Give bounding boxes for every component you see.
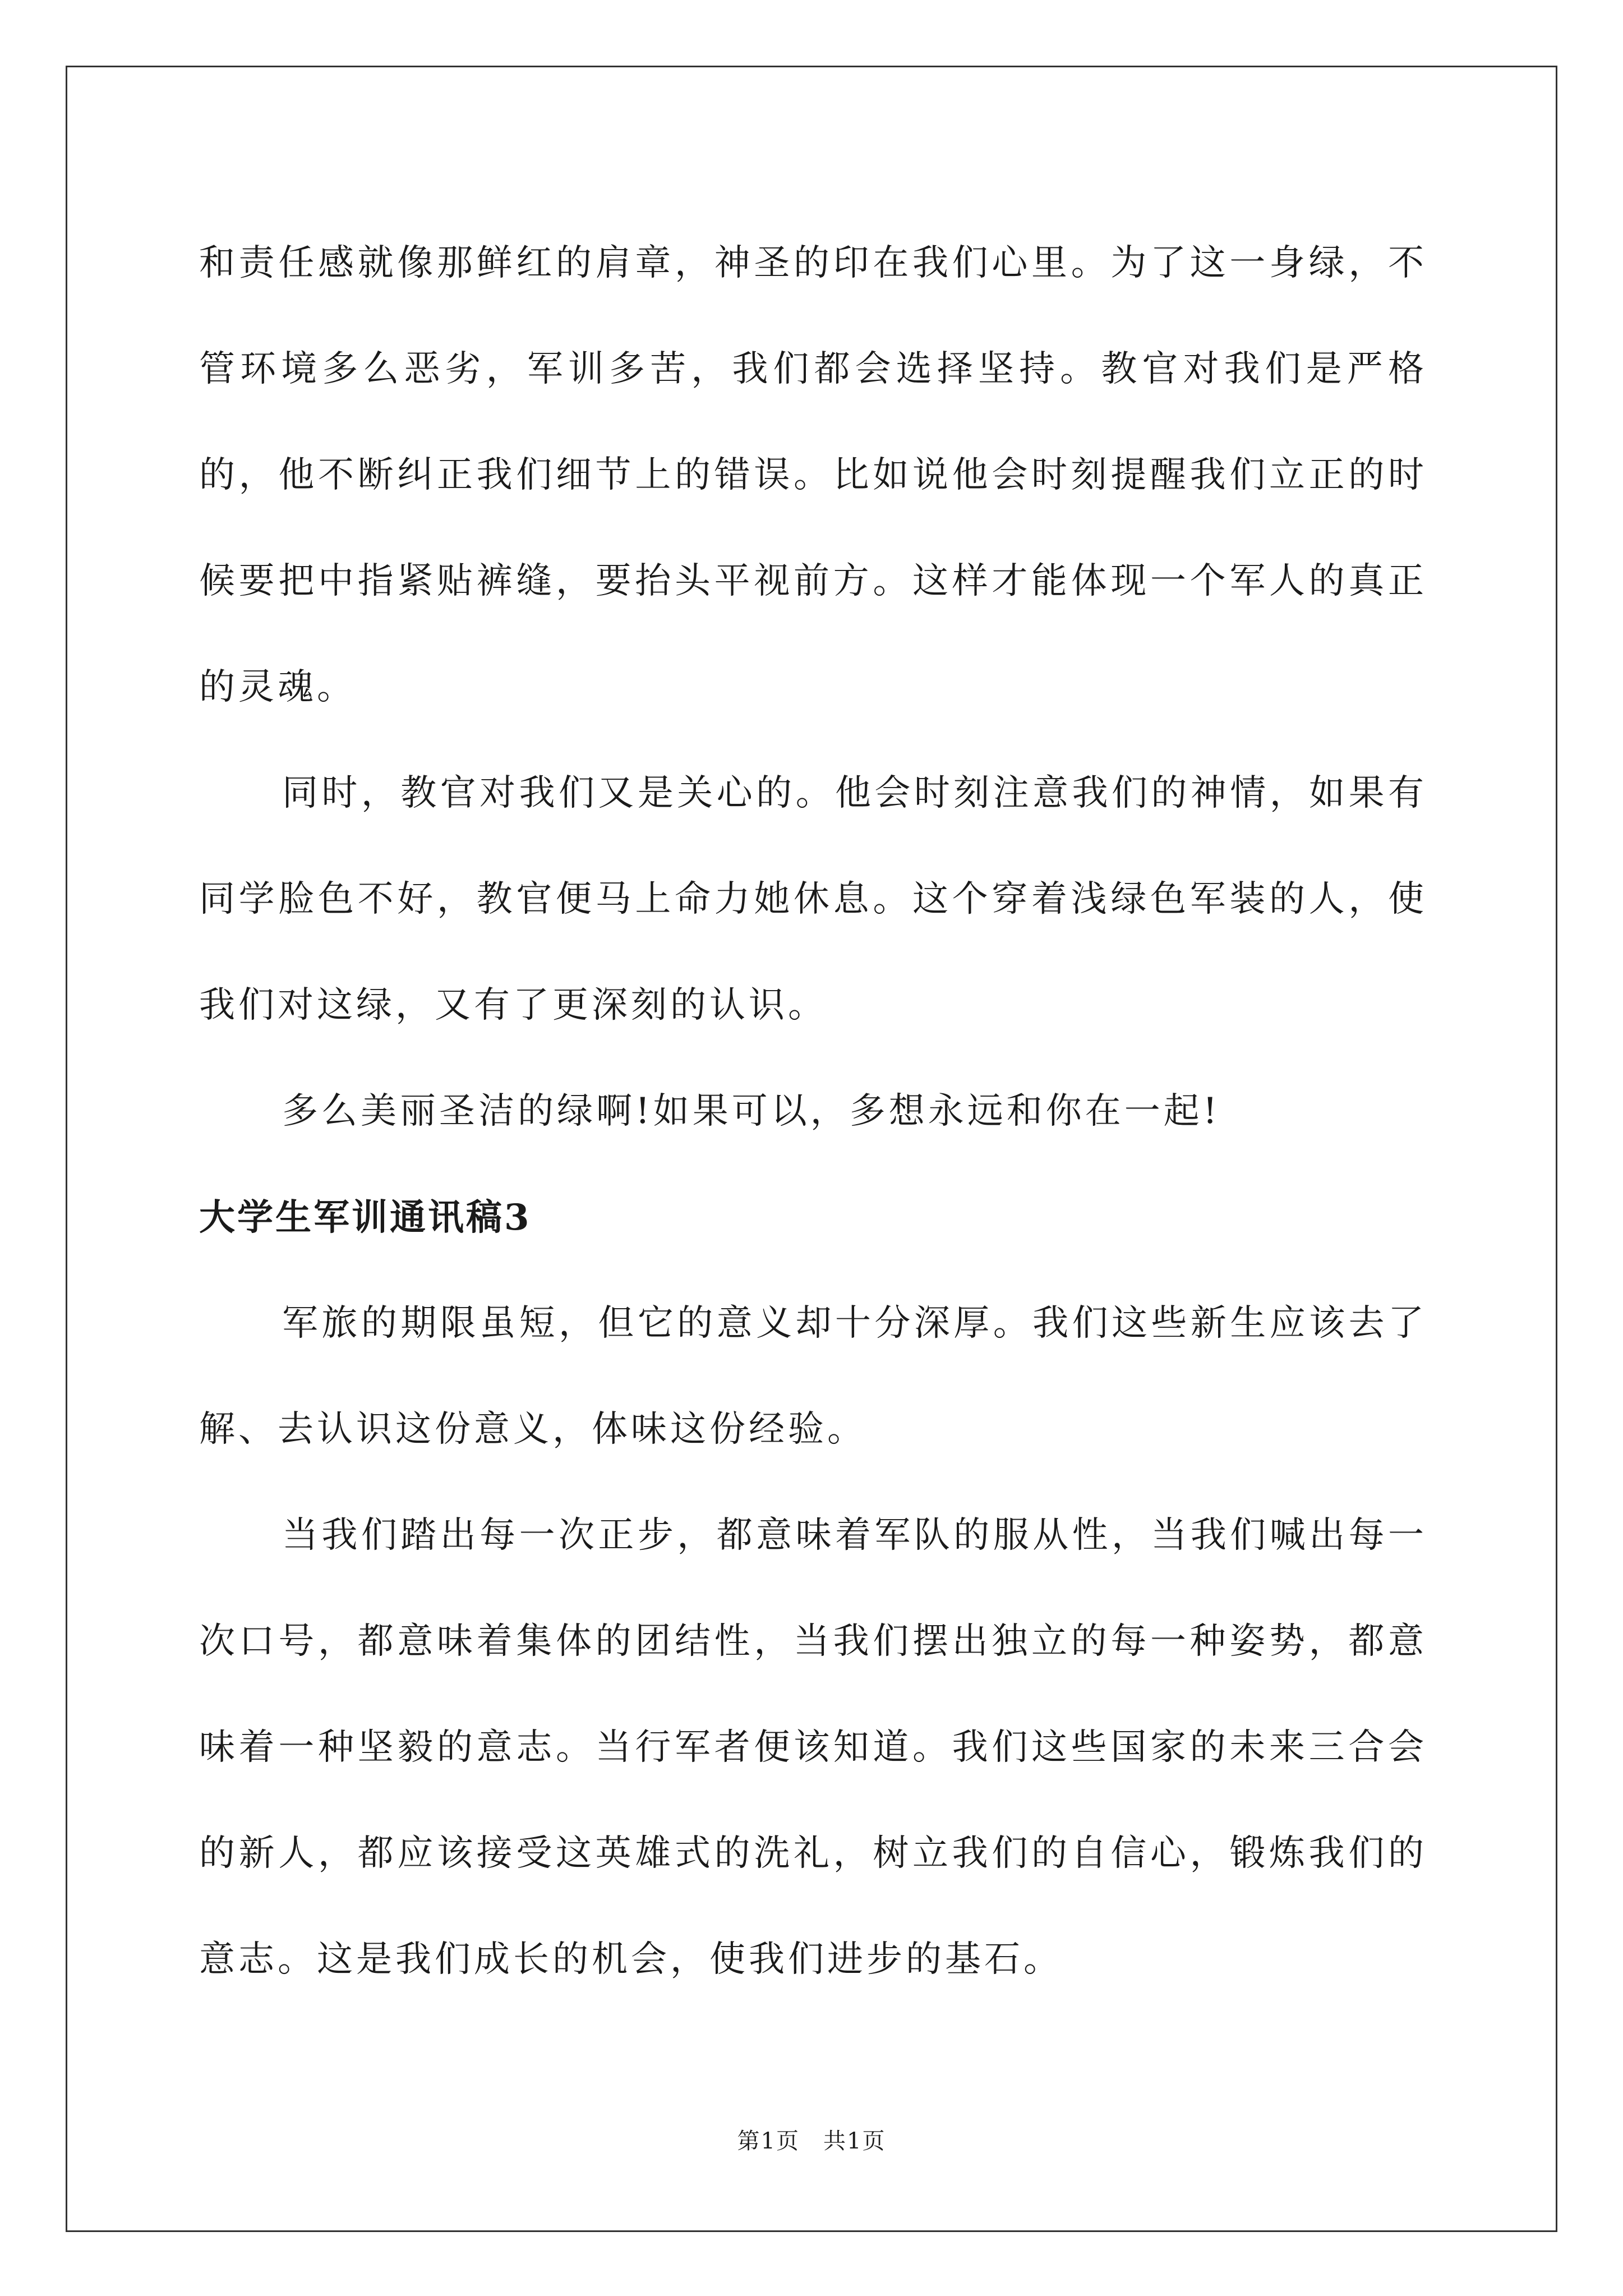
document-body — [199, 210, 1427, 2013]
paragraph: 多么美丽圣洁的绿啊!如果可以，多想永远和你在一起! — [282, 1091, 1221, 1132]
paragraph: 同时，教官对我们又是关心的。他会时刻注意我们的神情，如果有同学脸色不好，教官便马上命力她休息。这个穿着浅绿色军装的人，使我们对这绿，又有了更深刻的认识。 — [199, 772, 1427, 1026]
paragraph: 当我们踏出每一次正步，都意味着军队的服从性，当我们喊出每一次口号，都意味着集体的团结性，当我们摆出独立的每一种姿势，都意味着一种坚毅的意志。当行军者便该知道。我们这些国家的未来三合会的新人，都应该接受这英雄式的洗礼，树立我们的自信心，锻炼我们的意志。这是我们成长的机会，使我们进步的基石。 — [199, 1515, 1427, 1980]
page-footer: 第1页 共1页 — [737, 2128, 886, 2154]
paragraph: 军旅的期限虽短，但它的意义却十分深厚。我们这些新生应该去了解、去认识这份意义，体味这份经验。 — [199, 1303, 1427, 1450]
section-title: 大学生军训通讯稿3 — [199, 1197, 532, 1239]
paragraph: 和责任感就像那鲜红的肩章，神圣的印在我们心里。为了这一身绿，不管环境多么恶劣，军训多苦，我们都会选择坚持。教官对我们是严格的，他不断纠正我们细节上的错误。比如说他会时刻提醒我们立正的时候要把中指紧贴裤缝，要抬头平视前方。这样才能体现一个军人的真正的灵魂。 — [199, 242, 1427, 708]
